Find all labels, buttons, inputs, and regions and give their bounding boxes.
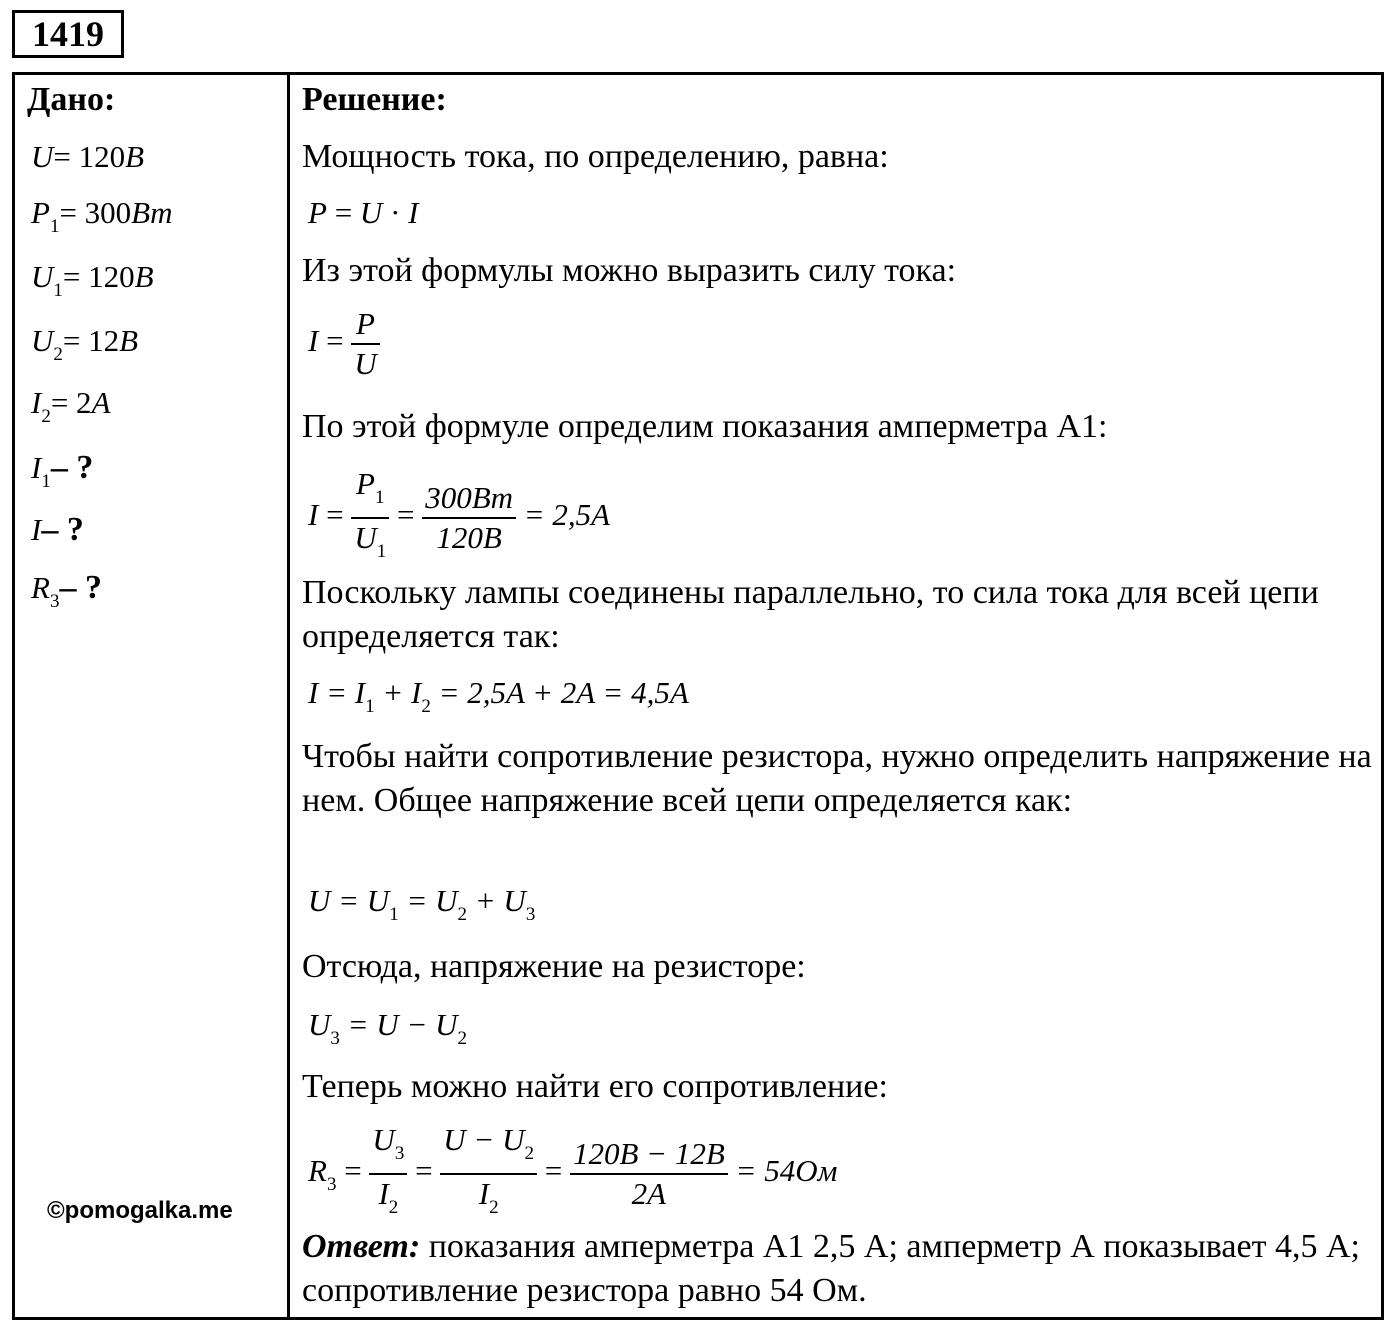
unknown-i1: $I_1-$ ? [31,449,94,492]
watermark: ©pomogalka.me [47,1197,233,1224]
answer-text: показания амперметра А1 2,5 А; амперметр А показывает 4,5 А; сопротивление резистора равно 54 Ом. [302,1228,1360,1309]
solution-column [290,75,1381,1317]
formula-ammeter-a1: I = $\frac{P_1}{U_1}$ = $\frac{300Bm}{120B}$ = 2,5A [308,466,611,562]
unknown-i: I– ? [31,511,84,548]
solution-paragraph-2: Из этой формулы можно выразить силу тока: [302,252,957,289]
answer [302,1225,1372,1313]
given-p1: $P_1= 300Bm$ [31,195,173,237]
solution-paragraph-7: Теперь можно найти его сопротивление: [302,1068,888,1105]
formula-resistor-voltage: $U_3 = U - U_2$ [308,1007,468,1049]
given-heading: Дано: [27,81,116,118]
given-u2: $U_2= 12B$ [31,323,139,365]
given-u: U= 120B [31,139,145,174]
solution-paragraph-5: Чтобы найти сопротивление резистора, нужно определить напряжение на нем. Общее напряжение всей цепи определяется как: [302,738,1372,819]
solution-paragraph-1: Мощность тока, по определению, равна: [302,138,889,175]
given-column [15,75,287,1317]
formula-current: I = $\frac{P}{U}$ [308,307,380,381]
formula-total-current: $I = I_1 + I_2 = 2,5A + 2A = 4,5A$ [308,675,689,717]
given-i2: $I_2= 2A$ [31,385,111,427]
formula-resistance: $R_3$ = $\frac{U_3}{I_2}$ = $\frac{U - U_2}{I_2}$ = $\frac{120B - 12B}{2A}$ = 54Ом [308,1122,838,1218]
given-u1: $U_1= 120B$ [31,259,154,301]
formula-power: P = U · I [308,195,419,230]
solution-heading: Решение: [302,81,447,118]
solution-table [12,72,1384,1320]
solution-paragraph-6: Отсюда, напряжение на резисторе: [302,948,806,985]
formula-total-voltage: $U = U_1 = U_2 + U_3$ [308,883,536,925]
answer-label: Ответ: [302,1228,421,1265]
solution-paragraph-3: По этой формуле определим показания амперметра А1: [302,408,1108,445]
problem-number: 1419 [12,10,124,58]
unknown-r3: $R_3-$ ? [31,569,102,612]
solution-paragraph-4: Поскольку лампы соединены параллельно, то сила тока для всей цепи определяется так: [302,574,1319,655]
